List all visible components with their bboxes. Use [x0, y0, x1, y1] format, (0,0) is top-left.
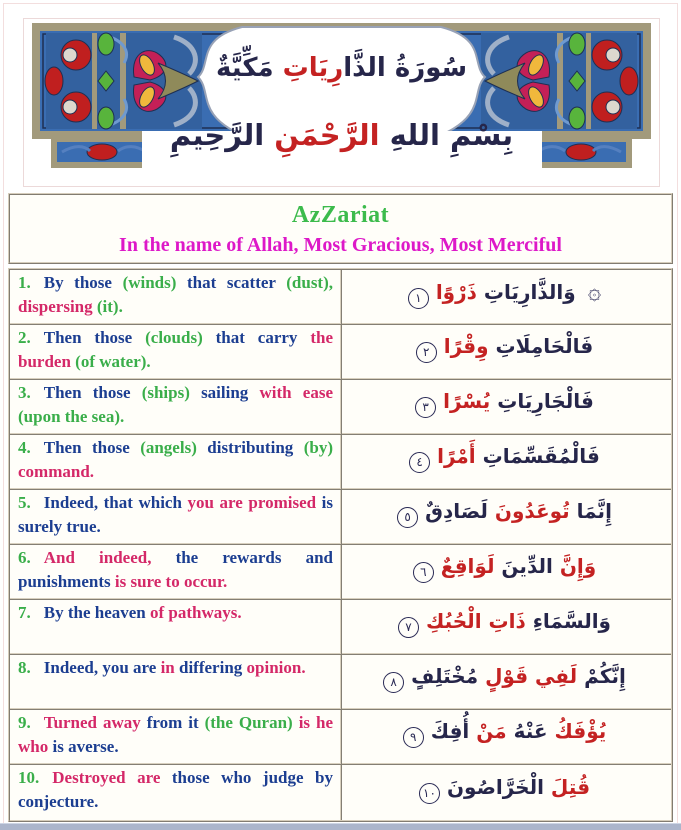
- arabic-verse-cell: [342, 600, 671, 655]
- english-text-segment: command.: [18, 462, 95, 482]
- arabic-text-segment: لَفِي قَوْلٍ: [478, 664, 578, 688]
- english-text-segment: that carry: [215, 328, 311, 347]
- page-bottom-strip: [0, 823, 681, 830]
- english-text-segment: in: [160, 658, 179, 677]
- ayah-end-mark: ١: [408, 288, 429, 309]
- arabic-text-segment: أَمْرًا: [437, 444, 476, 468]
- rub-el-hizb-icon: ۞: [587, 278, 602, 305]
- bismillah-translation: In the name of Allah, Most Gracious, Most Merciful: [119, 234, 562, 256]
- english-text-segment: Indeed, you are: [43, 658, 161, 677]
- english-text-segment: is he who: [18, 713, 334, 757]
- english-text-segment: is averse.: [52, 737, 119, 757]
- english-translation-cell: [10, 435, 342, 490]
- table-row: [10, 655, 671, 710]
- arabic-text-segment: مُخْتَلِفٍ: [411, 664, 479, 688]
- arabic-text-segment: وِقْرًا: [443, 334, 489, 358]
- english-text-segment: (the Quran): [204, 713, 299, 732]
- english-text-segment: dispersing: [18, 297, 97, 317]
- ayah-end-mark: ١٠: [419, 783, 440, 804]
- surah-header-ornament: [23, 18, 660, 187]
- arabic-text-segment: لَوَاقِعٌ: [440, 554, 495, 578]
- bismillah-arabic: [24, 118, 659, 152]
- verse-number: 3.: [18, 383, 31, 402]
- surah-title-arabic-segment: مَكِّيَّةٌ: [215, 53, 283, 83]
- table-row: [10, 380, 671, 435]
- english-text-segment: (winds): [122, 273, 188, 292]
- english-text-segment: (of water).: [75, 352, 151, 372]
- english-text-segment: Indeed, that which: [43, 493, 188, 512]
- arabic-text-segment: الْخَرَّاصُونَ: [446, 775, 544, 799]
- arabic-verse-cell: [342, 710, 671, 765]
- arabic-text-segment: وَإِنَّ: [552, 554, 597, 578]
- english-text-segment: (it).: [96, 297, 123, 317]
- arabic-text-segment: ذَرْوًا: [435, 279, 477, 304]
- table-row: [10, 545, 671, 600]
- table-row: [10, 600, 671, 655]
- english-text-segment: Turned away: [43, 713, 147, 732]
- arabic-text-segment: مَنْ: [469, 719, 507, 743]
- ayah-end-mark: ٩: [403, 727, 424, 748]
- english-text-segment: (ships): [141, 383, 202, 402]
- surah-name-heading: AzZariat: [291, 202, 390, 228]
- english-text-segment: from it: [146, 713, 205, 732]
- bismillah-arabic-segment: بِسْمِ اللهِ: [379, 118, 514, 152]
- surah-title-arabic-segment: سُورَةُ الذَّا: [343, 53, 468, 83]
- arabic-text-segment: لَصَادِقٌ: [425, 499, 488, 523]
- english-text-segment: (by): [303, 438, 333, 457]
- english-text-segment: of pathways.: [150, 603, 242, 622]
- bismillah-arabic-segment: الرَّحْمَنِ: [264, 118, 380, 152]
- arabic-text-segment: فَالْجَارِيَاتِ: [490, 389, 594, 413]
- english-translation-cell: [10, 545, 342, 600]
- ayah-end-mark: ٤: [409, 452, 430, 473]
- arabic-text-segment: قُتِلَ: [543, 775, 591, 799]
- english-text-segment: And indeed,: [43, 548, 176, 567]
- ayah-end-mark: ٧: [398, 617, 419, 638]
- arabic-text-segment: وَالذَّارِيَاتِ: [476, 279, 576, 304]
- arabic-text-segment: يُسْرًا: [443, 389, 491, 413]
- arabic-text-segment: يُؤْفَكُ: [547, 719, 607, 743]
- verse-number: 10.: [18, 768, 40, 787]
- english-text-segment: By those: [43, 273, 123, 292]
- english-text-segment: differing: [179, 658, 247, 677]
- english-text-segment: Then those: [43, 383, 142, 402]
- arabic-verse-cell: [342, 270, 671, 325]
- bismillah-arabic-segment: الرَّحِيمِ: [169, 118, 265, 152]
- english-translation-cell: [10, 600, 342, 655]
- english-text-segment: (dust),: [286, 273, 334, 292]
- english-text-segment: is sure to occur.: [114, 572, 228, 592]
- verse-number: 1.: [18, 273, 31, 292]
- arabic-verse-cell: [342, 490, 671, 545]
- arabic-text-segment: فَالْمُقَسِّمَاتِ: [475, 444, 600, 468]
- ayah-end-mark: ٥: [397, 507, 418, 528]
- english-text-segment: opinion.: [246, 658, 306, 677]
- ornament-graphic: [24, 19, 659, 186]
- english-text-segment: Then those: [43, 438, 141, 457]
- arabic-verse-cell: [342, 380, 671, 435]
- english-text-segment: that scatter: [187, 273, 287, 292]
- english-translation-cell: [10, 380, 342, 435]
- surah-title-arabic-segment: رِيَاتِ: [282, 53, 344, 83]
- english-translation-cell: [10, 655, 342, 710]
- english-text-segment: with ease: [259, 383, 333, 402]
- english-text-segment: sailing: [201, 383, 260, 402]
- english-text-segment: Destroyed are: [52, 768, 172, 787]
- verse-table-body: [10, 270, 671, 820]
- arabic-verse-cell: [342, 765, 671, 820]
- arabic-verse-cell: [342, 655, 671, 710]
- arabic-text-segment: إِنَّكُمْ: [577, 664, 626, 688]
- arabic-text-segment: تُوعَدُونَ: [487, 499, 570, 523]
- arabic-text-segment: فَالْحَامِلَاتِ: [488, 334, 594, 358]
- english-text-segment: the rewards and punishments: [18, 548, 333, 592]
- english-translation-cell: [10, 765, 342, 820]
- english-translation-cell: [10, 270, 342, 325]
- ayah-end-mark: ٣: [415, 397, 436, 418]
- table-row: [10, 325, 671, 380]
- verse-number: 9.: [18, 713, 31, 732]
- verse-number: 6.: [18, 548, 31, 567]
- arabic-text-segment: أُفِكَ: [430, 719, 470, 743]
- verse-number: 5.: [18, 493, 31, 512]
- arabic-verse-cell: [342, 325, 671, 380]
- verse-number: 2.: [18, 328, 31, 347]
- ayah-end-mark: ٢: [416, 342, 437, 363]
- arabic-text-segment: ذَاتِ الْحُبُكِ: [425, 609, 526, 633]
- table-row: [10, 490, 671, 545]
- arabic-verse-cell: [342, 545, 671, 600]
- english-text-segment: (upon the sea).: [18, 407, 125, 427]
- verses-table: [8, 268, 673, 822]
- english-text-segment: distributing: [207, 438, 304, 457]
- english-text-segment: By the heaven: [43, 603, 150, 622]
- surah-info-box: [8, 193, 673, 264]
- table-row: [10, 435, 671, 490]
- english-text-segment: (angels): [140, 438, 208, 457]
- ayah-end-mark: ٨: [383, 672, 404, 693]
- ayah-end-mark: ٦: [413, 562, 434, 583]
- surah-title-arabic: [24, 53, 659, 83]
- arabic-text-segment: عَنْهُ: [506, 719, 548, 743]
- verse-number: 7.: [18, 603, 31, 622]
- arabic-text-segment: إِنَّمَا: [569, 499, 612, 523]
- arabic-text-segment: وَالسَّمَاءِ: [525, 609, 611, 633]
- table-row: [10, 270, 671, 325]
- english-text-segment: is surely true.: [18, 493, 333, 537]
- arabic-verse-cell: [342, 435, 671, 490]
- english-text-segment: (clouds): [145, 328, 216, 347]
- table-row: [10, 710, 671, 765]
- english-text-segment: the burden: [18, 328, 333, 372]
- english-text-segment: those who judge by conjecture.: [18, 768, 333, 812]
- english-text-segment: Then those: [43, 328, 146, 347]
- english-text-segment: you are promised: [187, 493, 322, 512]
- english-translation-cell: [10, 710, 342, 765]
- table-row: [10, 765, 671, 820]
- verse-number: 4.: [18, 438, 31, 457]
- english-translation-cell: [10, 490, 342, 545]
- arabic-text-segment: الدِّينَ: [494, 554, 553, 578]
- verse-number: 8.: [18, 658, 31, 677]
- english-translation-cell: [10, 325, 342, 380]
